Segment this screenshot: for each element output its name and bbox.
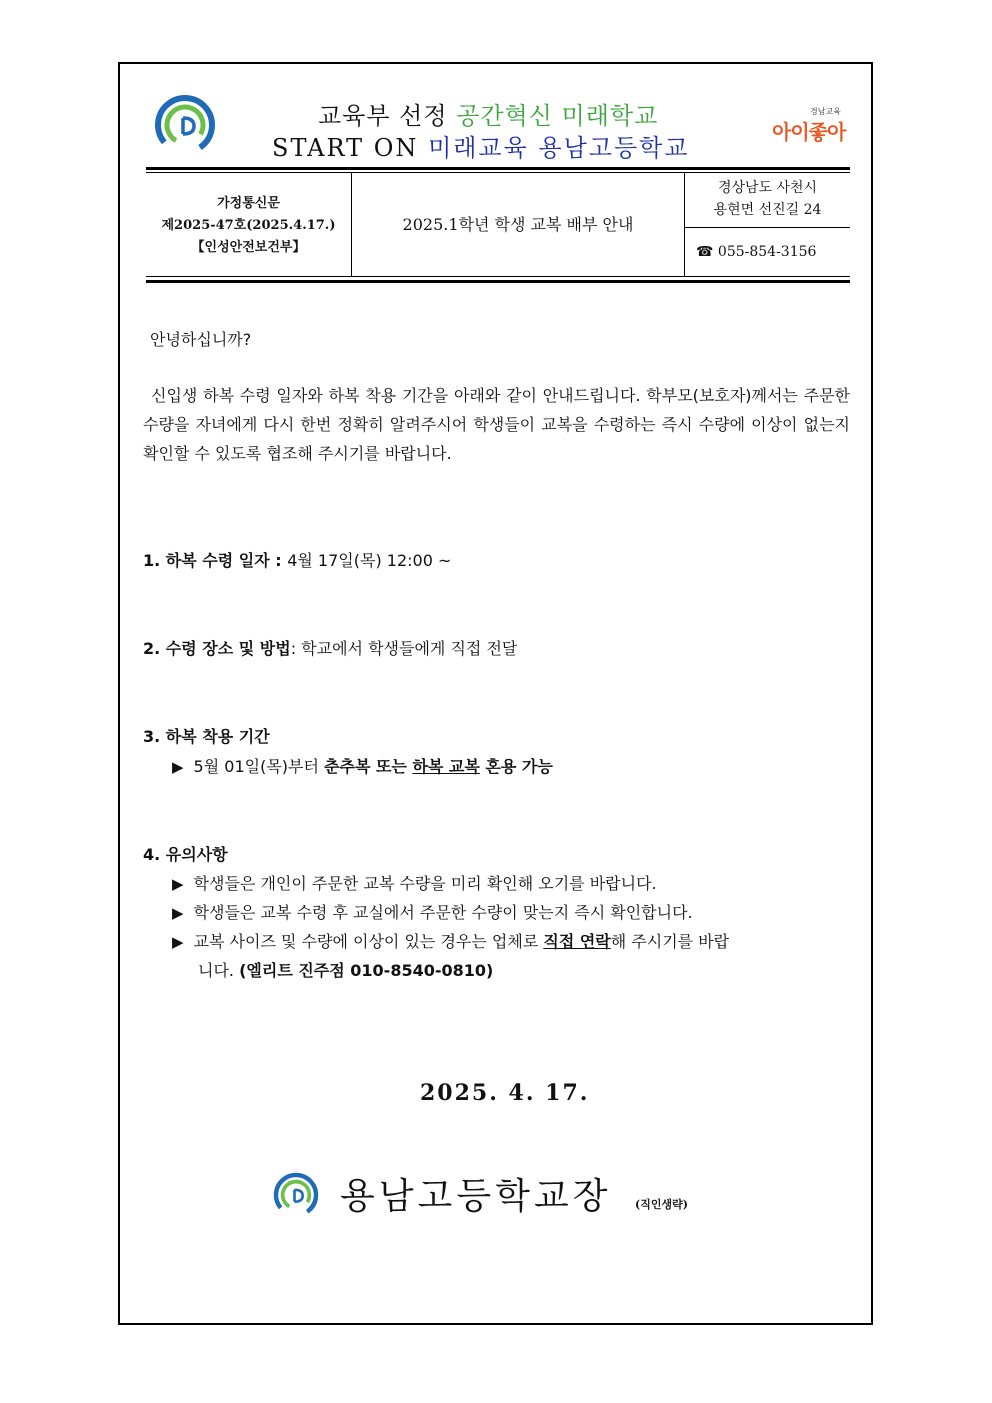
header-line1-highlight: 공간혁신 미래학교 — [456, 102, 659, 130]
header-rule-thin — [146, 172, 850, 173]
header-line-2 — [272, 128, 690, 163]
section-3-bullet — [172, 752, 553, 782]
section-4-bullet-3-cont — [198, 956, 493, 986]
greeting: 안녕하십니까? — [150, 330, 252, 349]
s3-bullet-part-d: 혼용 가능 — [479, 757, 553, 776]
header-line-1 — [318, 96, 658, 131]
header-line1-prefix: 교육부 선정 — [318, 102, 457, 130]
bullet-arrow-icon: ▶ — [172, 875, 184, 893]
bullet-arrow-icon: ▶ — [172, 904, 184, 922]
intro-text: 신입생 하복 수령 일자와 하복 착용 기간을 아래와 같이 안내드립니다. 학부모(보호자)께서는 주문한 수량을 자녀에게 다시 한번 정확히 알려주시어 학생들이 교복을 수령하는 즉시 수량에 이상이 없는지 확인할 수 있도록 협조해 주시기를 바랍니다. — [143, 386, 850, 463]
s4-bullet-3-contact: (엘리트 진주점 010-8540-0810) — [239, 961, 494, 980]
section-3-heading: 3. 하복 착용 기간 — [143, 727, 270, 746]
phone-number: 055-854-3156 — [717, 244, 817, 260]
address-line-2: 용현면 선진길 24 — [713, 202, 822, 218]
bullet-arrow-icon: ▶ — [172, 758, 184, 776]
header-line2-prefix: START ON — [272, 134, 429, 162]
header-line2-highlight: 미래교육 용남고등학교 — [428, 134, 690, 162]
intro-paragraph — [143, 381, 850, 468]
section-1-label: 1. 하복 수령 일자 : — [143, 551, 288, 570]
s3-bullet-part-a: 5월 01일(목)부터 — [193, 757, 325, 776]
table-rule-thin — [146, 276, 850, 277]
section-4-bullet-2 — [172, 898, 693, 928]
s3-bullet-part-c: 하복 교복 — [412, 757, 480, 776]
phone-row — [696, 244, 816, 260]
header-rule-thick — [146, 167, 850, 170]
badge-main-text: 아이좋아 — [772, 120, 846, 144]
school-principal-signature: 용남고등학교장 — [340, 1176, 612, 1217]
section-4-bullet-1 — [172, 869, 657, 899]
document-date: 2025. 4. 17. — [420, 1080, 590, 1106]
bullet-arrow-icon: ▶ — [172, 933, 184, 951]
school-logo-icon — [154, 94, 216, 156]
table-rule-thick — [146, 280, 850, 283]
s4-bullet-3-line2: 니다. — [198, 961, 234, 980]
department: 【인성안전보건부】 — [191, 240, 306, 255]
s4-bullet-3-part-b: 직접 연락 — [543, 932, 611, 951]
issue-number: 제2025-47호(2025.4.17.) — [161, 218, 336, 233]
s3-bullet-part-b: 춘추복 또는 — [324, 757, 413, 776]
section-4-heading: 4. 유의사항 — [143, 845, 228, 864]
seal-omitted-note: (직인생략) — [635, 1198, 688, 1211]
address-line-1: 경상남도 사천시 — [717, 180, 818, 196]
section-2-value: : 학교에서 학생들에게 직접 전달 — [290, 639, 518, 658]
section-2-label: 2. 수령 장소 및 방법 — [143, 639, 291, 658]
issue-title: 가정통신문 — [217, 196, 280, 211]
section-4-bullet-3 — [172, 927, 729, 957]
school-logo-small-icon — [273, 1172, 319, 1218]
document-subject: 2025.1학년 학생 교복 배부 안내 — [402, 215, 634, 234]
s4-bullet-3-part-c: 해 주시기를 바랍 — [610, 932, 730, 951]
section-1 — [143, 546, 451, 576]
phone-icon: ☎ — [696, 244, 714, 260]
s4-bullet-1-text: 학생들은 개인이 주문한 교복 수량을 미리 확인해 오기를 바랍니다. — [193, 874, 657, 893]
education-badge — [770, 106, 850, 146]
table-divider-address — [684, 227, 850, 228]
s4-bullet-3-part-a: 교복 사이즈 및 수량에 이상이 있는 경우는 업체로 — [193, 932, 544, 951]
section-1-value: 4월 17일(목) 12:00 ~ — [287, 551, 452, 570]
section-2 — [143, 634, 517, 664]
s4-bullet-2-text: 학생들은 교복 수령 후 교실에서 주문한 수량이 맞는지 즉시 확인합니다. — [193, 903, 693, 922]
badge-small-text: 경남교육 — [810, 107, 841, 116]
